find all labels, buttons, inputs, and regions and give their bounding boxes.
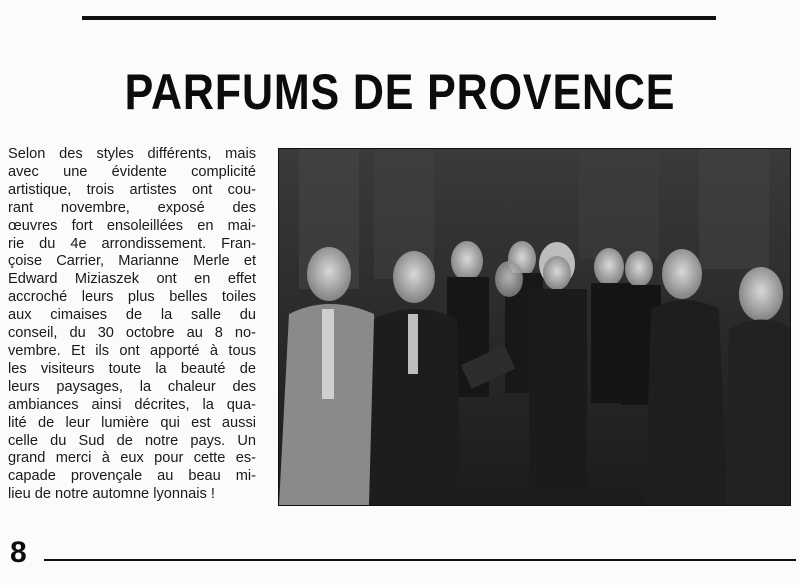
top-rule bbox=[82, 16, 716, 20]
article-line: les visiteurs toute la beauté de bbox=[8, 360, 256, 377]
article-line: leurs paysages, la chaleur des bbox=[8, 378, 256, 395]
article-line: capade provençale au beau mi- bbox=[8, 468, 256, 485]
article-line: accroché leurs plus belles toiles bbox=[8, 289, 256, 306]
article-line: avec une évidente complicité bbox=[8, 163, 256, 180]
article-line: ambiances ainsi décrites, la qua- bbox=[8, 396, 256, 413]
article-line: Edward Miziaszek ont en effet bbox=[8, 271, 256, 288]
article-line: lité de leur lumière qui est aussi bbox=[8, 414, 256, 431]
article-line: lieu de notre automne lyonnais ! bbox=[8, 486, 215, 503]
group-photo-illustration bbox=[279, 149, 790, 505]
article-line: Selon des styles différents, mais bbox=[8, 146, 256, 162]
group-photo bbox=[278, 148, 791, 506]
article-line: celle du Sud de notre pays. Un bbox=[8, 432, 256, 449]
headline: PARFUMS DE PROVENCE bbox=[124, 64, 676, 120]
article-line: aux cimaises de la salle du bbox=[8, 307, 256, 324]
article-body bbox=[8, 146, 256, 504]
article-line: rie du 4e arrondissement. Fran- bbox=[8, 235, 256, 252]
page-number: 8 bbox=[10, 536, 27, 569]
article-line: çoise Carrier, Marianne Merle et bbox=[8, 253, 256, 270]
bottom-rule bbox=[44, 559, 796, 561]
article-line: vembre. Et ils ont apporté à tous bbox=[8, 342, 256, 359]
article-line: œuvres fort ensoleillées en mai- bbox=[8, 217, 256, 234]
article-line: artistique, trois artistes ont cou- bbox=[8, 181, 256, 198]
article-line: grand merci à eux pour cette es- bbox=[8, 450, 256, 467]
article-line: rant novembre, exposé des bbox=[8, 199, 256, 216]
article-line: conseil, du 30 octobre au 8 no- bbox=[8, 325, 256, 342]
